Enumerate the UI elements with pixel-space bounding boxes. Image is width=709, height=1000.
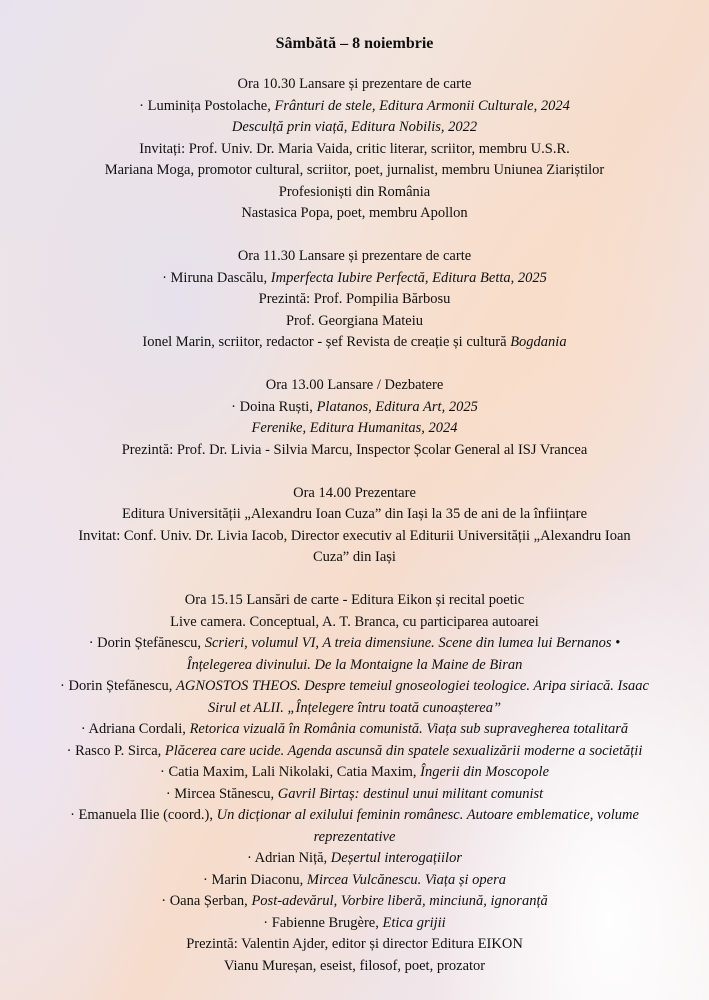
guest-line: Invitat: Conf. Univ. Dr. Livia Iacob, Director executiv al Editurii Universității „Alexandru Ioan <box>78 527 631 544</box>
section-heading: Ora 10.30 Lansare și prezentare de carte <box>237 76 472 92</box>
guest-line: Profesioniști din România <box>278 183 431 200</box>
presenter-line: Vianu Mureșan, eseist, filosof, poet, prozator <box>223 957 486 974</box>
book-line: · Adrian Niță, Deșertul interogațiilor <box>247 850 462 866</box>
section-1030 <box>14 74 695 225</box>
guest-line: Cuza” din Iași <box>313 549 396 565</box>
section-heading: Ora 13.00 Lansare / Dezbatere <box>265 377 444 393</box>
presenter-line: Prezintă: Prof. Pompilia Bărbosu <box>258 291 451 307</box>
section-heading: Ora 11.30 Lansare și prezentare de carte <box>237 248 472 264</box>
book-line: · Fabienne Brugère, Etica grijii <box>263 914 446 931</box>
description-line: Editura Universității „Alexandru Ioan Cuza” din Iași la 35 de ani de la înființare <box>121 506 588 522</box>
section-1400 <box>14 483 695 569</box>
book-line: · Miruna Dascălu, Imperfecta Iubire Perfectă, Editura Betta, 2025 <box>162 269 547 286</box>
book-line: · Marin Diaconu, Mircea Vulcănescu. Viața și opera <box>203 871 506 888</box>
book-line: · Emanuela Ilie (coord.), Un dicționar al exilului feminin românesc. Autoare emblematice, volume <box>70 807 639 823</box>
presenter-line: Prezintă: Valentin Ajder, editor și director Editura EIKON <box>186 936 523 952</box>
description-line: Live camera. Conceptual, A. T. Branca, cu participarea autoarei <box>170 613 539 630</box>
book-line: Desculță prin viață, Editura Nobilis, 2022 <box>231 119 478 135</box>
book-line: · Adriana Cordali, Retorica vizuală în România comunistă. Viața sub supravegherea totalitară <box>80 721 629 737</box>
guest-line: Nastasica Popa, poet, membru Apollon <box>241 205 468 221</box>
section-1300 <box>14 375 695 461</box>
book-line: · Dorin Ștefănescu, AGNOSTOS THEOS. Despre temeiul gnoseologiei teologice. Aripa siriacă. Isaac <box>60 678 649 694</box>
section-heading: Ora 15.15 Lansări de carte - Editura Eikon și recital poetic <box>184 592 525 608</box>
presenter-line: Prof. Georgiana Mateiu <box>285 312 424 329</box>
book-line: · Rasco P. Sirca, Plăcerea care ucide. Agenda ascunsă din spatele sexualizării moderne a societății <box>66 742 643 759</box>
book-line: · Doina Ruști, Platanos, Editura Art, 2025 <box>231 398 478 415</box>
guest-line: Mariana Moga, promotor cultural, scriitor, poet, jurnalist, membru Uniunea Ziariștilor <box>104 162 605 178</box>
book-line: · Mircea Stănescu, Gavril Birtaș: destinul unui militant comunist <box>165 785 544 802</box>
book-line: · Catia Maxim, Lali Nikolaki, Catia Maxim, Îngerii din Moscopole <box>159 764 550 780</box>
book-line: reprezentative <box>313 828 396 845</box>
section-1130 <box>14 246 695 354</box>
presenter-line: Prezintă: Prof. Dr. Livia - Silvia Marcu, Inspector Școlar General al ISJ Vrancea <box>121 441 588 458</box>
book-line: Înțelegerea divinului. De la Montaigne la Maine de Biran <box>186 656 523 673</box>
book-line: · Dorin Ștefănescu, Scrieri, volumul VI, A treia dimensiune. Scene din lumea lui Bernanos • <box>88 635 621 651</box>
day-title: Sâmbătă – 8 noiembrie <box>275 35 434 52</box>
program-content <box>14 74 695 999</box>
section-heading: Ora 14.00 Prezentare <box>293 484 416 501</box>
presenter-line: Ionel Marin, scriitor, redactor - șef Revista de creație și cultură Bogdania <box>142 334 567 350</box>
section-1515 <box>14 590 695 977</box>
guest-line: Invitați: Prof. Univ. Dr. Maria Vaida, critic literar, scriitor, membru U.S.R. <box>139 140 570 157</box>
book-line: Sirul et ALII. „Înțelegere întru toată cunoașterea” <box>207 699 502 716</box>
book-line: Ferenike, Editura Humanitas, 2024 <box>251 420 458 436</box>
book-line: · Luminița Postolache, Frânturi de stele, Editura Armonii Culturale, 2024 <box>139 97 570 114</box>
book-line: · Oana Șerban, Post-adevărul, Vorbire liberă, minciună, ignoranță <box>161 893 548 909</box>
